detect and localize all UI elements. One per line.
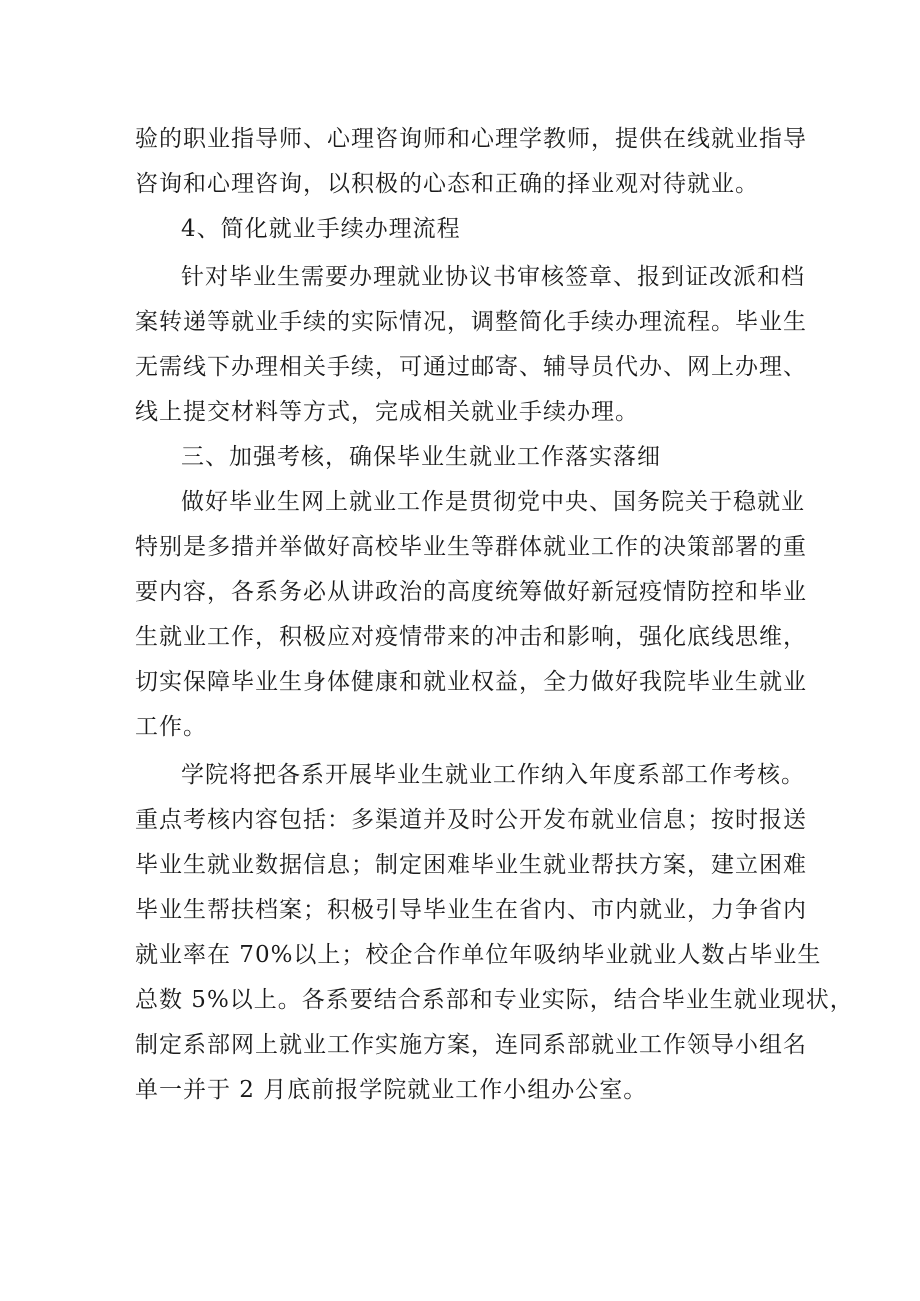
text-line: 无需线下办理相关手续，可通过邮寄、辅导员代办、网上办理、 [135,354,807,380]
text-line: 要内容，各系务必从讲政治的高度统筹做好新冠疫情防控和毕业 [135,579,807,605]
text-line: 生就业工作，积极应对疫情带来的冲击和影响，强化底线思维， [135,624,807,650]
text-line: 针对毕业生需要办理就业协议书审核签章、报到证改派和档 [181,264,805,290]
text-line: 咨询和心理咨询，以积极的心态和正确的择业观对待就业。 [135,171,759,197]
text-line: 做好毕业生网上就业工作是贯彻党中央、国务院关于稳就业 [181,489,805,515]
paragraph-2 [135,255,807,435]
text-line: 案转递等就业手续的实际情况，调整简化手续办理流程。毕业生 [135,309,807,335]
text-line: 制定系部网上就业工作实施方案，连同系部就业工作领导小组名 [135,1032,807,1058]
text-line: 学院将把各系开展毕业生就业工作纳入年度系部工作考核。 [181,762,805,788]
text-line: 单一并于 2 月底前报学院就业工作小组办公室。 [135,1077,648,1103]
text-line: 总数 5%以上。各系要结合系部和专业实际，结合毕业生就业现状， [135,987,854,1013]
document-body [135,117,854,1113]
text-line: 验的职业指导师、心理咨询师和心理学教师，提供在线就业指导 [135,126,807,152]
text-line: 特别是多措并举做好高校毕业生等群体就业工作的决策部署的重 [135,534,807,560]
paragraph-3 [135,480,807,750]
text-line: 毕业生帮扶档案；积极引导毕业生在省内、市内就业，力争省内 [135,897,807,923]
section-heading-3: 三、加强考核，确保毕业生就业工作落实落细 [181,444,661,470]
text-line: 就业率在 70%以上；校企合作单位年吸纳毕业就业人数占毕业生 [135,942,822,968]
paragraph-4 [135,753,854,1113]
section-heading-4: 4、简化就业手续办理流程 [181,216,461,242]
text-line: 重点考核内容包括：多渠道并及时公开发布就业信息；按时报送 [135,807,807,833]
text-line: 毕业生就业数据信息；制定困难毕业生就业帮扶方案，建立困难 [135,852,807,878]
text-line: 切实保障毕业生身体健康和就业权益，全力做好我院毕业生就业 [135,669,807,695]
text-line: 线上提交材料等方式，完成相关就业手续办理。 [135,399,639,425]
text-line: 工作。 [135,714,207,740]
paragraph-1 [135,117,807,207]
